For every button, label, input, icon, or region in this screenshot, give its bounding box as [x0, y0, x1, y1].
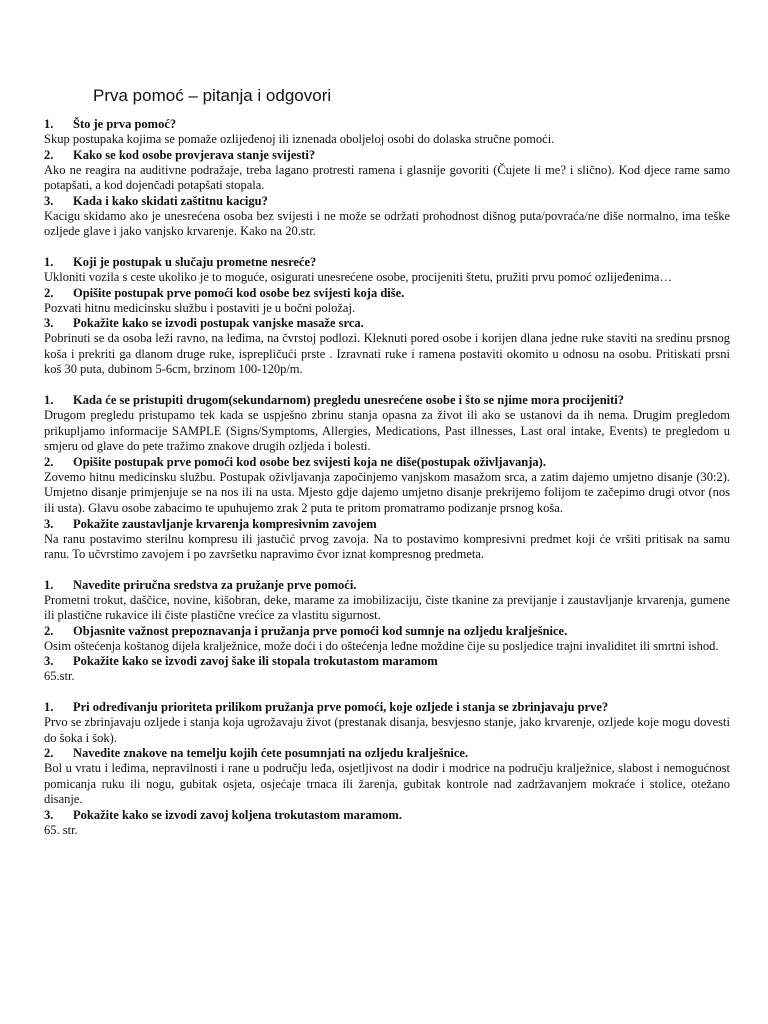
- question-number: 1.: [44, 577, 54, 592]
- answer-text: Na ranu postavimo sterilnu kompresu ili jastučić prvog zavoja. Na to postavimo kompresivni predmet koji će vršiti pritisak na samu ranu. To učvrstimo zavojem i po završetku napravimo čvor iznat kompresnog predmeta.: [44, 531, 730, 562]
- question: [44, 517, 730, 532]
- question-number: 3.: [44, 808, 54, 823]
- answer-text: 65. str.: [44, 823, 78, 838]
- question-number: 2.: [44, 454, 54, 469]
- question: [44, 455, 730, 470]
- question-number: 1.: [44, 117, 54, 131]
- question-number: 1.: [44, 254, 54, 269]
- question: [44, 654, 730, 669]
- question-text: Pokažite kako se izvodi zavoj šake ili stopala trokutastom maramom: [73, 654, 438, 669]
- question: [44, 393, 730, 408]
- question: [44, 316, 730, 331]
- question: [44, 194, 730, 209]
- question-text: Pokažite zaustavljanje krvarenja kompresivnim zavojem: [73, 516, 377, 531]
- question-number: 3.: [44, 516, 54, 531]
- answer-text: Skup postupaka kojima se pomaže ozlijeđenoj ili iznenada oboljeloj osobi do dolaska stručne pomoći.: [44, 132, 555, 146]
- question-text: Navedite znakove na temelju kojih ćete posumnjati na ozljedu kralješnice.: [73, 746, 469, 761]
- answer-text: Kacigu skidamo ako je unesrećena osoba bez svijesti i ne može se održati prohodnost dišnog puta/povraća/ne diše normalno, ima teške ozljede glave i jako vanjsko krvarenje. Kako na 20.str.: [44, 208, 730, 239]
- question-section: [44, 578, 730, 685]
- question-number: 3.: [44, 193, 54, 208]
- question: [44, 624, 730, 639]
- question-text: Opišite postupak prve pomoći kod osobe bez svijesti koja ne diše(postupak oživljavanja).: [73, 454, 546, 469]
- question-number: 3.: [44, 316, 54, 331]
- question-text: Pri određivanju prioriteta prilikom pružanja prve pomoći, koje ozljede i stanja se zbrinjavaju prve?: [73, 700, 609, 715]
- answer-text: Zovemo hitnu medicinsku službu. Postupak oživljavanja započinjemo vanjskom masažom srca, a zatim dajemo umjetno disanje (30:2). Umjetno disanje primjenjuje se na nos ili na usta. Mjesto gdje dajemo umjetno disanje prekrijemo folijom te začepimo drugi otvor (nos ili usta). Glavu osobe zabacimo te upuhujemo zrak 2 puta te pritom promatramo podizanje prsnog koša.: [44, 469, 730, 515]
- question-number: 2.: [44, 285, 54, 300]
- question-section: [44, 255, 730, 378]
- question-number: 2.: [44, 746, 54, 761]
- question-number: 3.: [44, 654, 54, 669]
- question: [44, 578, 730, 593]
- answer-text: Prometni trokut, daščice, novine, kišobran, deke, marame za imobilizaciju, čiste tkanine za previjanje i zaustavljanje krvarenja, gumene ili plastične rukavice ili čiste plastične vrećice za vlastitu sigurnost.: [44, 592, 730, 623]
- question-number: 1.: [44, 392, 54, 407]
- answer-text: Drugom pregledu pristupamo tek kada se uspješno zbrinu stanja opasna za život ili ako se ustanovi da ih nema. Drugim pregledom prikupljamo informacije SAMPLE (Signs/Symptoms, Allergies, Medications, Past illnesses, Last oral intake, Events) te pregledom u smjeru od glave do pete tražimo znakove drugih ozljeda i bolesti.: [44, 407, 730, 454]
- question-section: [44, 700, 730, 839]
- question-text: Objasnite važnost prepoznavanja i pružanja prve pomoći kod sumnje na ozljedu kralješnice.: [73, 623, 568, 638]
- question: [44, 746, 730, 761]
- question-text: Pokažite kako se izvodi zavoj koljena trokutastom maramom.: [73, 808, 402, 823]
- answer-text: Osim oštećenja koštanog dijela kralježnice, može doći i do oštećenja leđne moždine čije su posljedice trajni invaliditet ili smrtni ishod.: [44, 638, 719, 653]
- question-text: Kako se kod osobe provjerava stanje svijesti?: [73, 147, 316, 162]
- question-text: Što je prva pomoć?: [73, 117, 177, 131]
- question-text: Pokažite kako se izvodi postupak vanjske masaže srca.: [73, 316, 364, 331]
- question-text: Koji je postupak u slučaju prometne nesreće?: [73, 254, 317, 269]
- question-text: Navedite priručna sredstva za pružanje prve pomoći.: [73, 577, 357, 592]
- answer-text: Prvo se zbrinjavaju ozljede i stanja koja ugrožavaju život (prestanak disanja, besvjesno stanje, jako krvarenje, ozljede koje mogu dovesti do šoka i šok).: [44, 715, 730, 745]
- question: [44, 117, 730, 132]
- question-section: [44, 117, 730, 240]
- question: [44, 286, 730, 301]
- answer-text: Pobrinuti se da osoba leži ravno, na leđima, na čvrstoj podlozi. Kleknuti pored osobe i korijen dlana jedne ruke staviti na sredinu prsnog koša i prekriti ga dlanom druge ruke, isprepličući prste . Izravnati ruke i ramena postaviti okomito u odnosu na osobu. Pritiskati prsni koš 30 puta, dubinom 5-6cm, brzinom 100-120p/m.: [44, 331, 730, 377]
- question: [44, 255, 730, 270]
- question: [44, 808, 730, 823]
- answer-text: 65.str.: [44, 669, 75, 684]
- question-number: 2.: [44, 623, 54, 638]
- question-section: [44, 393, 730, 563]
- question: [44, 148, 730, 163]
- answer-text: Ukloniti vozila s ceste ukoliko je to moguće, osigurati unesrećene osobe, procijeniti štetu, pružiti prvu pomoć ozlijeđenima…: [44, 269, 672, 284]
- question: [44, 700, 730, 715]
- question-sections: [44, 117, 730, 839]
- question-text: Kada će se pristupiti drugom(sekundarnom) pregledu unesrećene osobe i što se njime mora procijeniti?: [73, 392, 625, 407]
- question-text: Opišite postupak prve pomoći kod osobe bez svijesti koja diše.: [73, 285, 405, 300]
- answer-text: Ako ne reagira na auditivne podražaje, treba lagano protresti ramena i glasnije govoriti (Čujete li me? i slično). Kod djece rame samo potapšati, a kod dojenčadi potapšati stopala.: [44, 162, 730, 193]
- answer-text: Bol u vratu i leđima, nepravilnosti i rane u području leđa, osjetljivost na dodir i modrice na području kralježnice, slabost i nemogućnost pomicanja ruku ili nogu, gubitak osjeta, osjećaje trnaca ili žarenja, gubitak kontrole nad zadržavanjem mokraće i stolice, otežano disanje.: [44, 761, 730, 807]
- question-number: 2.: [44, 147, 54, 162]
- document-title: Prva pomoć – pitanja i odgovori: [93, 86, 332, 105]
- question-text: Kada i kako skidati zaštitnu kacigu?: [73, 193, 268, 208]
- question-number: 1.: [44, 700, 54, 715]
- answer-text: Pozvati hitnu medicinsku službu i postaviti je u bočni položaj.: [44, 300, 356, 315]
